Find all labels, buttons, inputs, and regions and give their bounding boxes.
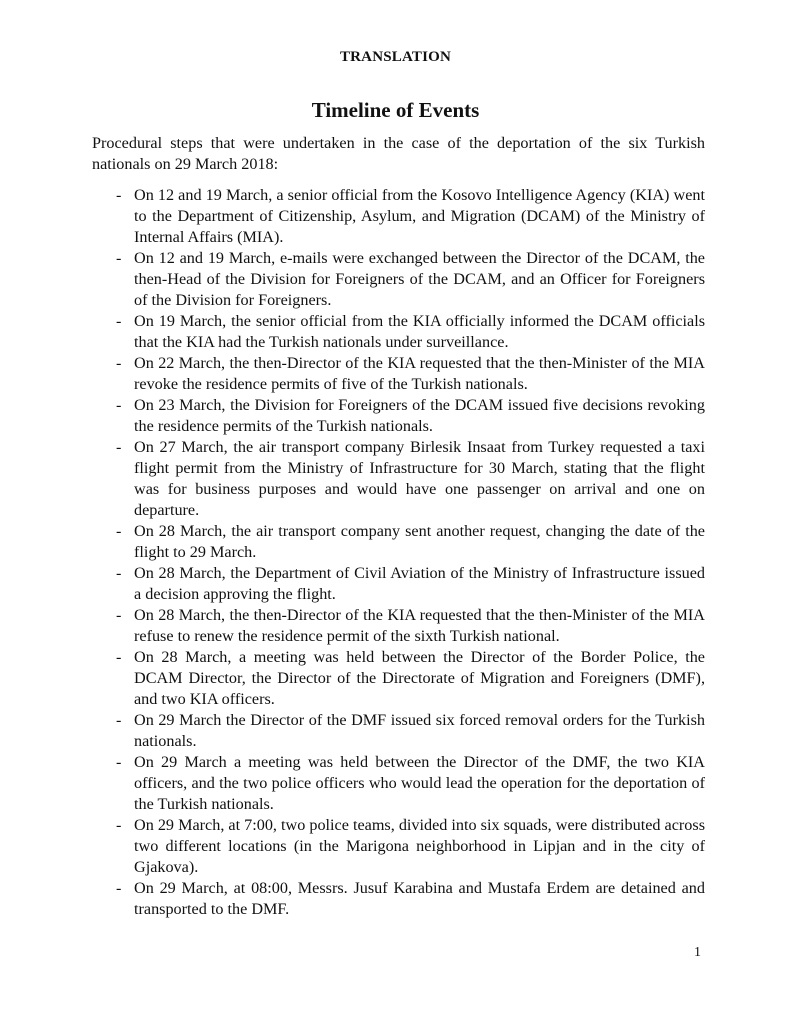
timeline-item [92, 311, 705, 353]
bullet-dash-icon: - [116, 249, 122, 267]
bullet-dash-icon: - [116, 438, 122, 456]
timeline-item-text: On 28 March, the Department of Civil Aviation of the Ministry of Infrastructure issued a decision approving the flight. [134, 564, 705, 603]
timeline-item [92, 248, 705, 311]
bullet-dash-icon: - [116, 879, 122, 897]
bullet-dash-icon: - [116, 606, 122, 624]
timeline-item [92, 437, 705, 521]
timeline-item [92, 521, 705, 563]
timeline-item-text: On 12 and 19 March, e-mails were exchanged between the Director of the DCAM, the then-Head of the Division for Foreigners of the DCAM, and an Officer for Foreigners of the Division for Foreigners. [134, 249, 705, 309]
bullet-dash-icon: - [116, 312, 122, 330]
timeline-item [92, 710, 705, 752]
timeline-item [92, 878, 705, 920]
timeline-item [92, 647, 705, 710]
timeline-item [92, 395, 705, 437]
page-title: Timeline of Events [311, 98, 480, 122]
timeline-item-text: On 29 March a meeting was held between the Director of the DMF, the two KIA officers, and the two police officers who would lead the operation for the deportation of the Turkish nationals. [134, 753, 705, 813]
timeline-item [92, 185, 705, 248]
timeline-item-text: On 19 March, the senior official from the KIA officially informed the DCAM officials that the KIA had the Turkish nationals under surveillance. [134, 312, 705, 351]
bullet-dash-icon: - [116, 186, 122, 204]
timeline-item [92, 353, 705, 395]
page-number: 1 [694, 945, 701, 960]
timeline-item-text: On 22 March, the then-Director of the KIA requested that the then-Minister of the MIA revoke the residence permits of five of the Turkish nationals. [134, 354, 705, 393]
translation-label: TRANSLATION [339, 49, 452, 65]
timeline-item-text: On 29 March the Director of the DMF issued six forced removal orders for the Turkish nationals. [134, 711, 705, 750]
timeline-item-text: On 29 March, at 7:00, two police teams, divided into six squads, were distributed across two different locations (in the Marigona neighborhood in Lipjan and in the city of Gjakova). [134, 816, 705, 876]
bullet-dash-icon: - [116, 648, 122, 666]
intro-paragraph: Procedural steps that were undertaken in the case of the deportation of the six Turkish nationals on 29 March 2018: [92, 134, 705, 173]
bullet-dash-icon: - [116, 564, 122, 582]
timeline-item-text: On 27 March, the air transport company Birlesik Insaat from Turkey requested a taxi flight permit from the Ministry of Infrastructure for 30 March, stating that the flight was for business purposes and would have one passenger on arrival and one on departure. [134, 438, 705, 519]
timeline-item-text: On 28 March, the then-Director of the KIA requested that the then-Minister of the MIA refuse to renew the residence permit of the sixth Turkish national. [134, 606, 705, 645]
timeline-item [92, 605, 705, 647]
bullet-dash-icon: - [116, 711, 122, 729]
timeline-item [92, 563, 705, 605]
timeline-item [92, 752, 705, 815]
timeline-item-text: On 29 March, at 08:00, Messrs. Jusuf Karabina and Mustafa Erdem are detained and transported to the DMF. [134, 879, 705, 918]
bullet-dash-icon: - [116, 753, 122, 771]
timeline-item-text: On 28 March, the air transport company sent another request, changing the date of the flight to 29 March. [134, 522, 705, 561]
timeline-list [92, 185, 705, 920]
bullet-dash-icon: - [116, 396, 122, 414]
timeline-item-text: On 23 March, the Division for Foreigners of the DCAM issued five decisions revoking the residence permits of the Turkish nationals. [134, 396, 705, 435]
bullet-dash-icon: - [116, 354, 122, 372]
bullet-dash-icon: - [116, 816, 122, 834]
timeline-item-text: On 28 March, a meeting was held between the Director of the Border Police, the DCAM Director, the Director of the Directorate of Migration and Foreigners (DMF), and two KIA officers. [134, 648, 705, 708]
timeline-item [92, 815, 705, 878]
timeline-item-text: On 12 and 19 March, a senior official from the Kosovo Intelligence Agency (KIA) went to the Department of Citizenship, Asylum, and Migration (DCAM) of the Ministry of Internal Affairs (MIA). [134, 186, 705, 246]
bullet-dash-icon: - [116, 522, 122, 540]
